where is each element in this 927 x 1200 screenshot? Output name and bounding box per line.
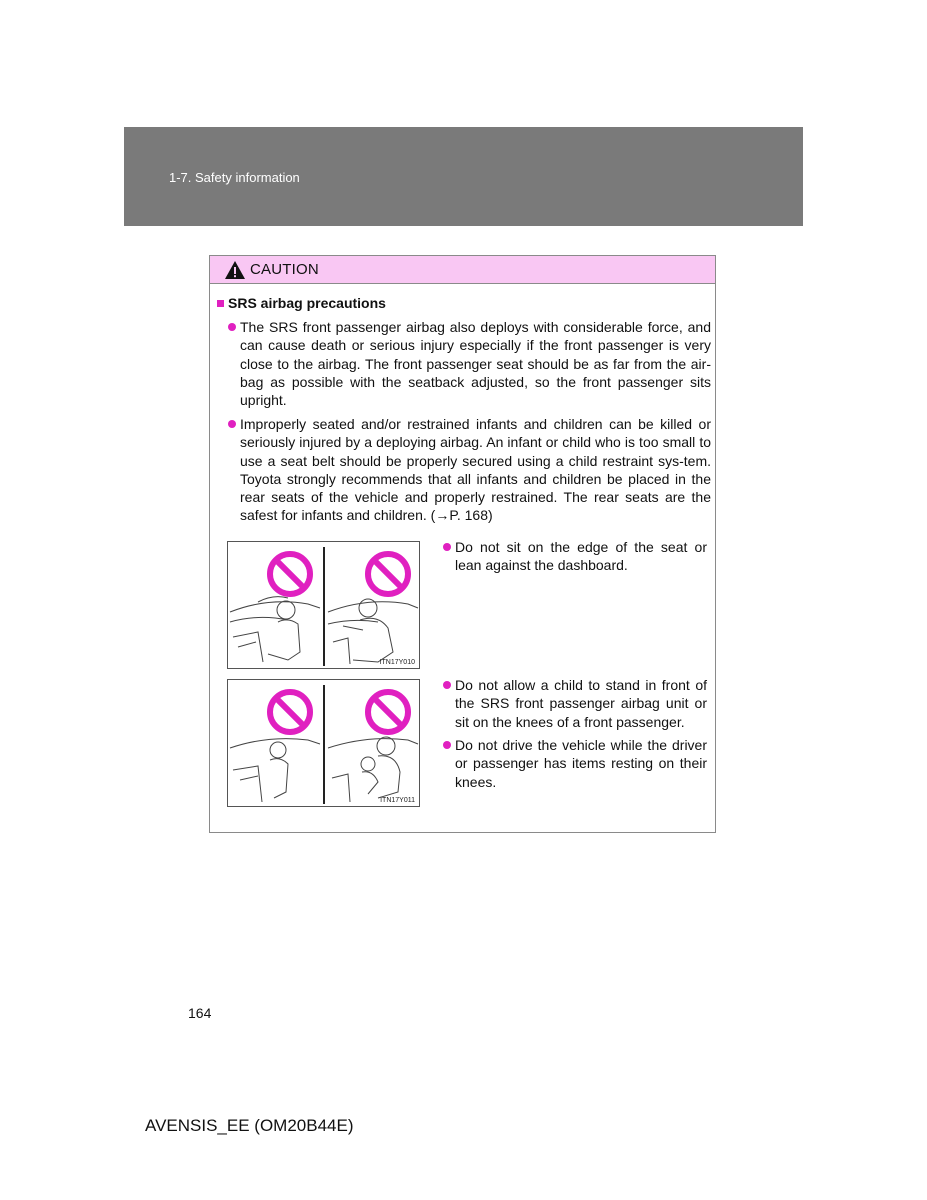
bullet-dot-icon [443,681,451,689]
prohibited-icon [368,692,408,732]
caution-header [210,256,715,284]
prohibited-icon [368,554,408,594]
bullet-text: Do not sit on the edge of the seat or lean against the dashboard. [455,539,707,574]
prohibited-icon [270,554,310,594]
bullet-dot-icon [228,420,236,428]
illustration-drawing [228,680,420,807]
bullet-text: Do not drive the vehicle while the driver or passenger has items resting on their knees. [455,737,707,790]
footer-model-code: AVENSIS_EE (OM20B44E) [145,1116,354,1135]
bullet-dot-icon [443,543,451,551]
bullet-paragraph [228,318,711,409]
bullet-paragraph [443,538,707,575]
square-bullet-icon [217,300,224,307]
bullet-text: The SRS front passenger airbag also deploys with considerable force, and can cause death or serious injury especially if the front passenger is very close to the airbag. The front passenger seat should be as far from the air-bag as possible with the seatback adjusted, so the front passenger sits upright. [240,319,711,409]
prohibited-icon [270,692,310,732]
figure-code: ITN17Y011 [380,797,415,804]
bullet-paragraph [443,736,707,791]
illustration-figure [227,679,420,807]
bullet-text: Do not allow a child to stand in front of the SRS front passenger airbag unit or sit on the knees of a front passenger. [455,677,707,730]
caution-title: CAUTION [250,261,319,278]
section-title: 1-7. Safety information [169,170,300,185]
page-number: 164 [188,1005,212,1021]
bullet-dot-icon [443,741,451,749]
bullet-text: Improperly seated and/or restrained infants and children can be killed or seriously injured by a deploying airbag. An infant or child who is too small to use a seat belt should be properly secured using a child restraint sys-tem. Toyota strongly recommends that all infants and children be placed in the rear seats of the vehicle and properly restrained. The rear seats are the safest for infants and children. (→P. 168) [240,416,711,524]
bullet-paragraph [228,415,711,525]
section-heading-text: SRS airbag precautions [228,295,386,311]
warning-triangle-icon [224,260,246,280]
bullet-paragraph [443,676,707,731]
bullet-dot-icon [228,323,236,331]
caution-box [209,255,716,833]
figure-code: ITN17Y010 [379,659,415,666]
illustration-figure [227,541,420,669]
section-header-bar [124,127,803,226]
section-heading [217,295,386,311]
illustration-drawing [228,542,420,669]
